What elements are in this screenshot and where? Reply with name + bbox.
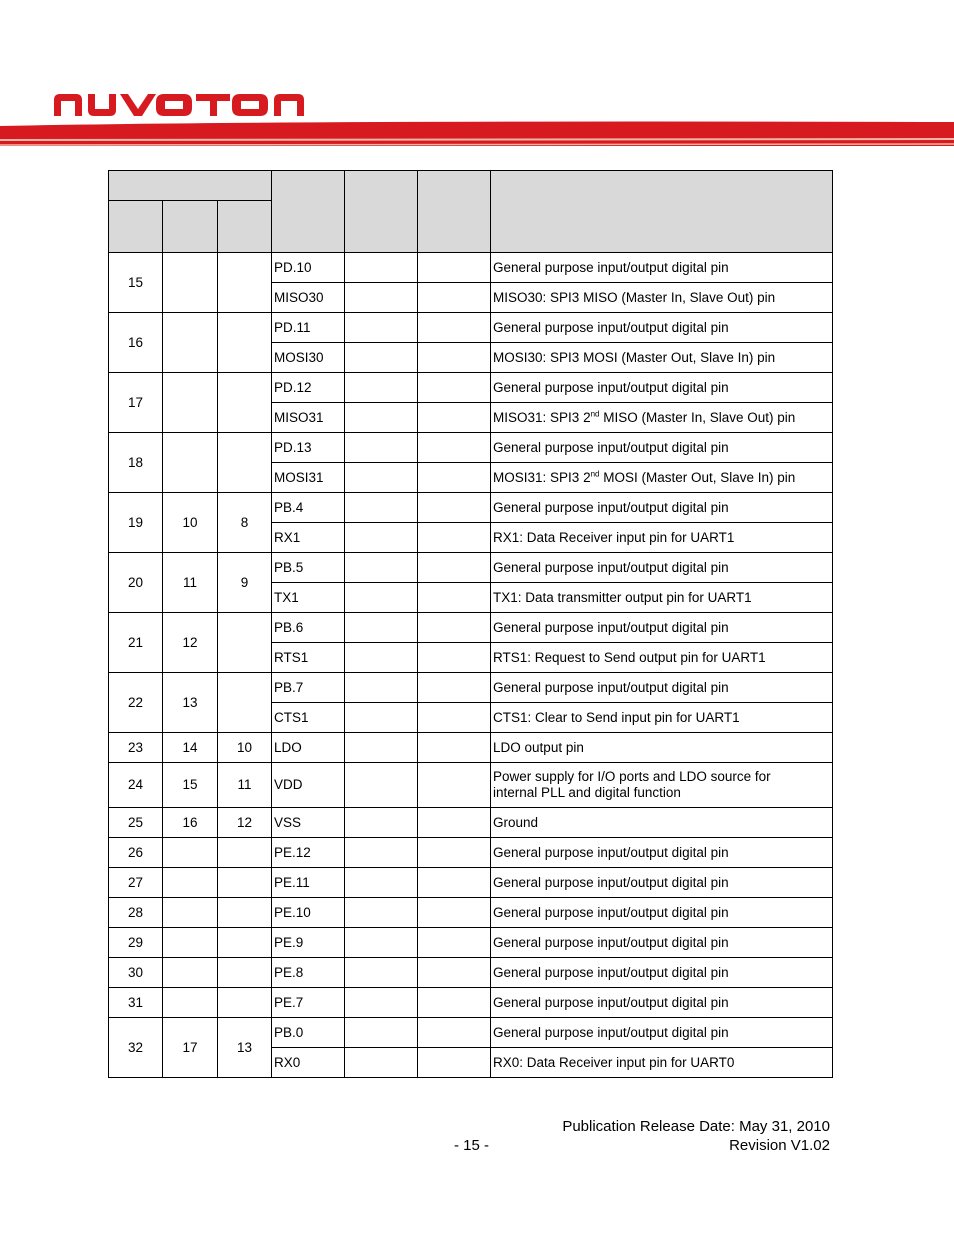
pin-number-1: 20 [109, 553, 163, 613]
pin-number-1: 19 [109, 493, 163, 553]
pin-number-1: 18 [109, 433, 163, 493]
pin-number-1: 16 [109, 313, 163, 373]
pin-number-1: 28 [109, 898, 163, 928]
pin-description: General purpose input/output digital pin [491, 493, 833, 523]
pin-number-3 [218, 253, 272, 313]
pin-number-2 [163, 988, 218, 1018]
pin-number-3 [218, 958, 272, 988]
table-row [109, 1018, 833, 1048]
table-row [109, 928, 833, 958]
pin-number-1: 17 [109, 373, 163, 433]
pin-number-2 [163, 373, 218, 433]
pin-name: MOSI30 [272, 343, 345, 373]
pin-name: MISO31 [272, 403, 345, 433]
table-row [109, 988, 833, 1018]
pin-number-3 [218, 988, 272, 1018]
pin-description: General purpose input/output digital pin [491, 553, 833, 583]
footer-release-date: Publication Release Date: May 31, 2010 [562, 1118, 830, 1135]
pin-number-2: 13 [163, 673, 218, 733]
pin-name: LDO [272, 733, 345, 763]
footer-page-number: - 15 - [454, 1137, 490, 1154]
pin-number-2 [163, 838, 218, 868]
table-row [109, 673, 833, 703]
pin-name: PE.8 [272, 958, 345, 988]
pin-name: PB.0 [272, 1018, 345, 1048]
pin-name: PE.9 [272, 928, 345, 958]
pin-number-3: 8 [218, 493, 272, 553]
pin-name: PB.7 [272, 673, 345, 703]
pin-name: PB.6 [272, 613, 345, 643]
header-cell-pkg3 [218, 201, 272, 253]
pin-description: General purpose input/output digital pin [491, 868, 833, 898]
table-row [109, 313, 833, 343]
pin-name: VSS [272, 808, 345, 838]
pin-number-2: 11 [163, 553, 218, 613]
header-cell-pkg2 [163, 201, 218, 253]
pin-number-1: 24 [109, 763, 163, 808]
pin-number-3: 11 [218, 763, 272, 808]
header-swoosh [0, 118, 954, 150]
pin-number-1: 30 [109, 958, 163, 988]
pin-name: MOSI31 [272, 463, 345, 493]
pin-description: Ground [491, 808, 833, 838]
pin-number-1: 31 [109, 988, 163, 1018]
pin-number-2: 17 [163, 1018, 218, 1078]
pin-number-3 [218, 673, 272, 733]
pin-description: General purpose input/output digital pin [491, 253, 833, 283]
table-row [109, 868, 833, 898]
pin-number-3 [218, 868, 272, 898]
pin-number-2 [163, 433, 218, 493]
pin-number-3 [218, 313, 272, 373]
pin-number-1: 15 [109, 253, 163, 313]
pin-name: CTS1 [272, 703, 345, 733]
pin-description: MOSI30: SPI3 MOSI (Master Out, Slave In) pin [491, 343, 833, 373]
header-cell-mfp [418, 171, 491, 253]
pin-number-3 [218, 898, 272, 928]
table-row [109, 553, 833, 583]
pin-name: TX1 [272, 583, 345, 613]
pin-name: PB.4 [272, 493, 345, 523]
pin-number-2 [163, 898, 218, 928]
pin-name: MISO30 [272, 283, 345, 313]
table-row [109, 493, 833, 523]
pin-description: General purpose input/output digital pin [491, 433, 833, 463]
header-cell-pin-group [109, 171, 272, 201]
pin-description: CTS1: Clear to Send input pin for UART1 [491, 703, 833, 733]
pin-number-1: 25 [109, 808, 163, 838]
pin-number-1: 23 [109, 733, 163, 763]
pin-name: RX1 [272, 523, 345, 553]
pin-number-1: 29 [109, 928, 163, 958]
pin-number-3 [218, 928, 272, 958]
pin-number-2 [163, 253, 218, 313]
table-row [109, 253, 833, 283]
table-row [109, 763, 833, 808]
footer-revision: Revision V1.02 [729, 1137, 830, 1154]
table-row [109, 373, 833, 403]
nuvoton-logo-icon [52, 88, 308, 118]
header-cell-description [491, 171, 833, 253]
pin-description: RTS1: Request to Send output pin for UART1 [491, 643, 833, 673]
pin-description: General purpose input/output digital pin [491, 1018, 833, 1048]
pin-description: General purpose input/output digital pin [491, 838, 833, 868]
pin-description: MISO31: SPI3 2nd MISO (Master In, Slave Out) pin [491, 403, 833, 433]
pin-number-3 [218, 433, 272, 493]
table-row [109, 808, 833, 838]
pin-name: PD.13 [272, 433, 345, 463]
pin-number-2 [163, 868, 218, 898]
pin-number-2: 15 [163, 763, 218, 808]
pin-description: General purpose input/output digital pin [491, 898, 833, 928]
pin-number-2 [163, 928, 218, 958]
pin-number-3 [218, 838, 272, 868]
pin-number-2: 14 [163, 733, 218, 763]
pin-name: PD.11 [272, 313, 345, 343]
pin-name: PD.12 [272, 373, 345, 403]
pin-name: RX0 [272, 1048, 345, 1078]
pin-description: RX1: Data Receiver input pin for UART1 [491, 523, 833, 553]
pin-description: MISO30: SPI3 MISO (Master In, Slave Out) pin [491, 283, 833, 313]
pin-name: RTS1 [272, 643, 345, 673]
pin-number-1: 22 [109, 673, 163, 733]
table-row [109, 958, 833, 988]
table-row [109, 613, 833, 643]
pin-name: PD.10 [272, 253, 345, 283]
pin-number-3: 12 [218, 808, 272, 838]
pin-number-1: 21 [109, 613, 163, 673]
pin-name: VDD [272, 763, 345, 808]
table-row [109, 433, 833, 463]
pin-description: General purpose input/output digital pin [491, 373, 833, 403]
pin-number-3: 13 [218, 1018, 272, 1078]
header-cell-pkg1 [109, 201, 163, 253]
pin-number-3: 9 [218, 553, 272, 613]
pin-description: LDO output pin [491, 733, 833, 763]
pin-number-2 [163, 958, 218, 988]
pin-name: PE.12 [272, 838, 345, 868]
table-row [109, 733, 833, 763]
pin-number-3: 10 [218, 733, 272, 763]
pin-name: PE.10 [272, 898, 345, 928]
pin-number-1: 26 [109, 838, 163, 868]
pin-description: General purpose input/output digital pin [491, 613, 833, 643]
pin-number-3 [218, 613, 272, 673]
pin-description: Power supply for I/O ports and LDO source for internal PLL and digital function [491, 763, 833, 808]
pin-description: General purpose input/output digital pin [491, 928, 833, 958]
pin-number-1: 27 [109, 868, 163, 898]
pin-name: PE.7 [272, 988, 345, 1018]
header-cell-type [345, 171, 418, 253]
pin-number-2: 10 [163, 493, 218, 553]
pin-number-2: 12 [163, 613, 218, 673]
pin-description: General purpose input/output digital pin [491, 673, 833, 703]
pin-number-2: 16 [163, 808, 218, 838]
pin-description: General purpose input/output digital pin [491, 958, 833, 988]
table-row [109, 898, 833, 928]
pin-number-2 [163, 313, 218, 373]
pin-description: General purpose input/output digital pin [491, 988, 833, 1018]
pin-number-1: 32 [109, 1018, 163, 1078]
pin-description: RX0: Data Receiver input pin for UART0 [491, 1048, 833, 1078]
header-cell-name [272, 171, 345, 253]
pin-number-3 [218, 373, 272, 433]
pin-description: TX1: Data transmitter output pin for UART1 [491, 583, 833, 613]
pin-description-table [108, 170, 833, 1078]
pin-description: General purpose input/output digital pin [491, 313, 833, 343]
pin-name: PE.11 [272, 868, 345, 898]
pin-description: MOSI31: SPI3 2nd MOSI (Master Out, Slave In) pin [491, 463, 833, 493]
table-row [109, 838, 833, 868]
pin-name: PB.5 [272, 553, 345, 583]
